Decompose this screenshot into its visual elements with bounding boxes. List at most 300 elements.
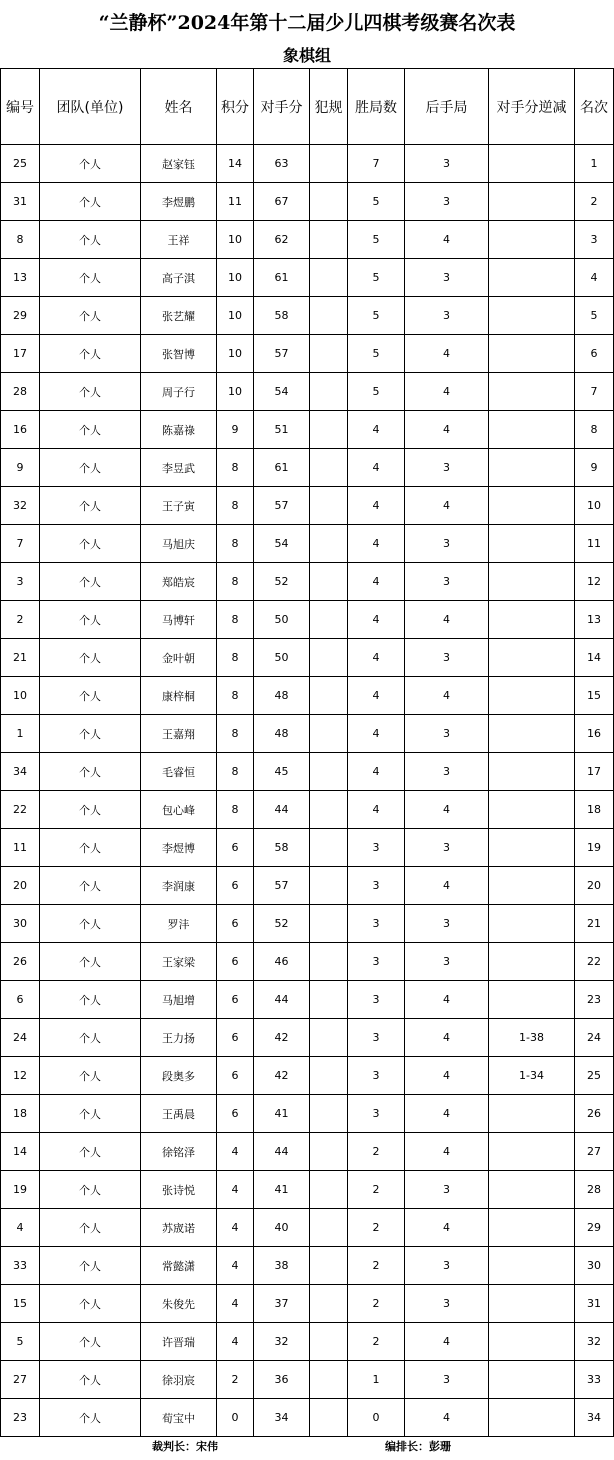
cell-col-opp-reverse xyxy=(489,145,575,183)
cell-col-rank: 1 xyxy=(575,145,614,183)
cell-col-opp-reverse xyxy=(489,1399,575,1437)
cell-col-second-hand: 4 xyxy=(405,981,489,1019)
cell-col-score: 4 xyxy=(217,1323,254,1361)
cell-col-id: 25 xyxy=(1,145,40,183)
page-subtitle: 象棋组 xyxy=(282,46,331,65)
table-row xyxy=(1,1209,614,1247)
cell-col-id: 24 xyxy=(1,1019,40,1057)
cell-col-id: 10 xyxy=(1,677,40,715)
cell-col-second-hand: 3 xyxy=(405,525,489,563)
cell-col-name: 张艺耀 xyxy=(141,297,217,335)
cell-col-foul xyxy=(310,449,348,487)
cell-col-score: 6 xyxy=(217,1095,254,1133)
cell-col-foul xyxy=(310,563,348,601)
cell-col-wins: 4 xyxy=(348,601,405,639)
cell-col-team: 个人 xyxy=(40,829,141,867)
cell-col-second-hand: 4 xyxy=(405,1095,489,1133)
cell-col-score: 14 xyxy=(217,145,254,183)
cell-col-opp-reverse xyxy=(489,411,575,449)
cell-col-foul xyxy=(310,943,348,981)
header-col-second-hand: 后手局 xyxy=(405,69,489,145)
cell-col-name: 荀宝中 xyxy=(141,1399,217,1437)
cell-col-id: 7 xyxy=(1,525,40,563)
cell-col-opp-score: 42 xyxy=(254,1019,310,1057)
cell-col-id: 28 xyxy=(1,373,40,411)
cell-col-opp-reverse xyxy=(489,259,575,297)
cell-col-id: 29 xyxy=(1,297,40,335)
cell-col-name: 周子行 xyxy=(141,373,217,411)
table-row xyxy=(1,601,614,639)
cell-col-second-hand: 4 xyxy=(405,1133,489,1171)
cell-col-foul xyxy=(310,981,348,1019)
cell-col-wins: 4 xyxy=(348,753,405,791)
cell-col-team: 个人 xyxy=(40,677,141,715)
cell-col-second-hand: 4 xyxy=(405,677,489,715)
cell-col-foul xyxy=(310,221,348,259)
cell-col-name: 包心峰 xyxy=(141,791,217,829)
cell-col-second-hand: 4 xyxy=(405,373,489,411)
cell-col-opp-score: 54 xyxy=(254,525,310,563)
cell-col-id: 23 xyxy=(1,1399,40,1437)
cell-col-foul xyxy=(310,1285,348,1323)
cell-col-team: 个人 xyxy=(40,221,141,259)
cell-col-rank: 25 xyxy=(575,1057,614,1095)
cell-col-foul xyxy=(310,1171,348,1209)
cell-col-rank: 24 xyxy=(575,1019,614,1057)
cell-col-second-hand: 3 xyxy=(405,1247,489,1285)
cell-col-second-hand: 3 xyxy=(405,943,489,981)
cell-col-name: 苏宬诺 xyxy=(141,1209,217,1247)
cell-col-wins: 4 xyxy=(348,487,405,525)
cell-col-score: 9 xyxy=(217,411,254,449)
cell-col-second-hand: 3 xyxy=(405,563,489,601)
cell-col-foul xyxy=(310,905,348,943)
cell-col-name: 赵家钰 xyxy=(141,145,217,183)
cell-col-id: 21 xyxy=(1,639,40,677)
cell-col-second-hand: 3 xyxy=(405,183,489,221)
cell-col-id: 22 xyxy=(1,791,40,829)
cell-col-wins: 3 xyxy=(348,867,405,905)
cell-col-opp-reverse xyxy=(489,1171,575,1209)
cell-col-second-hand: 3 xyxy=(405,1361,489,1399)
cell-col-opp-score: 61 xyxy=(254,259,310,297)
cell-col-opp-score: 58 xyxy=(254,297,310,335)
cell-col-opp-reverse: 1-38 xyxy=(489,1019,575,1057)
cell-col-wins: 3 xyxy=(348,829,405,867)
cell-col-rank: 19 xyxy=(575,829,614,867)
cell-col-opp-reverse xyxy=(489,981,575,1019)
cell-col-rank: 28 xyxy=(575,1171,614,1209)
cell-col-foul xyxy=(310,335,348,373)
table-row xyxy=(1,829,614,867)
cell-col-wins: 4 xyxy=(348,563,405,601)
cell-col-score: 8 xyxy=(217,677,254,715)
cell-col-id: 5 xyxy=(1,1323,40,1361)
cell-col-wins: 5 xyxy=(348,221,405,259)
cell-col-rank: 10 xyxy=(575,487,614,525)
cell-col-wins: 4 xyxy=(348,449,405,487)
cell-col-team: 个人 xyxy=(40,1247,141,1285)
cell-col-wins: 3 xyxy=(348,905,405,943)
cell-col-second-hand: 3 xyxy=(405,449,489,487)
cell-col-opp-reverse xyxy=(489,829,575,867)
cell-col-wins: 0 xyxy=(348,1399,405,1437)
cell-col-wins: 3 xyxy=(348,1057,405,1095)
cell-col-score: 0 xyxy=(217,1399,254,1437)
cell-col-rank: 11 xyxy=(575,525,614,563)
cell-col-rank: 30 xyxy=(575,1247,614,1285)
cell-col-team: 个人 xyxy=(40,297,141,335)
cell-col-id: 14 xyxy=(1,1133,40,1171)
cell-col-id: 17 xyxy=(1,335,40,373)
cell-col-name: 郑皓宸 xyxy=(141,563,217,601)
cell-col-team: 个人 xyxy=(40,411,141,449)
cell-col-id: 11 xyxy=(1,829,40,867)
cell-col-foul xyxy=(310,715,348,753)
cell-col-score: 4 xyxy=(217,1133,254,1171)
cell-col-opp-reverse xyxy=(489,601,575,639)
cell-col-opp-score: 41 xyxy=(254,1095,310,1133)
cell-col-rank: 22 xyxy=(575,943,614,981)
cell-col-id: 32 xyxy=(1,487,40,525)
cell-col-team: 个人 xyxy=(40,981,141,1019)
cell-col-opp-reverse xyxy=(489,1361,575,1399)
cell-col-team: 个人 xyxy=(40,1057,141,1095)
cell-col-opp-reverse xyxy=(489,715,575,753)
cell-col-name: 马旭庆 xyxy=(141,525,217,563)
cell-col-team: 个人 xyxy=(40,1323,141,1361)
cell-col-id: 31 xyxy=(1,183,40,221)
cell-col-score: 8 xyxy=(217,715,254,753)
cell-col-opp-score: 50 xyxy=(254,601,310,639)
table-row xyxy=(1,563,614,601)
cell-col-team: 个人 xyxy=(40,1019,141,1057)
cell-col-foul xyxy=(310,411,348,449)
cell-col-name: 王子寅 xyxy=(141,487,217,525)
cell-col-foul xyxy=(310,1323,348,1361)
cell-col-foul xyxy=(310,1057,348,1095)
cell-col-second-hand: 3 xyxy=(405,1285,489,1323)
table-row xyxy=(1,1361,614,1399)
cell-col-second-hand: 3 xyxy=(405,715,489,753)
cell-col-name: 王家梁 xyxy=(141,943,217,981)
cell-col-team: 个人 xyxy=(40,335,141,373)
cell-col-foul xyxy=(310,145,348,183)
cell-col-opp-reverse xyxy=(489,1323,575,1361)
header-col-id: 编号 xyxy=(1,69,40,145)
cell-col-foul xyxy=(310,525,348,563)
cell-col-second-hand: 4 xyxy=(405,335,489,373)
cell-col-id: 34 xyxy=(1,753,40,791)
cell-col-team: 个人 xyxy=(40,525,141,563)
cell-col-opp-reverse xyxy=(489,943,575,981)
cell-col-rank: 5 xyxy=(575,297,614,335)
cell-col-team: 个人 xyxy=(40,1133,141,1171)
cell-col-wins: 1 xyxy=(348,1361,405,1399)
table-row xyxy=(1,259,614,297)
cell-col-rank: 17 xyxy=(575,753,614,791)
cell-col-opp-reverse xyxy=(489,677,575,715)
cell-col-wins: 2 xyxy=(348,1247,405,1285)
cell-col-foul xyxy=(310,677,348,715)
cell-col-opp-reverse xyxy=(489,905,575,943)
cell-col-name: 李煜博 xyxy=(141,829,217,867)
cell-col-name: 徐铭泽 xyxy=(141,1133,217,1171)
cell-col-score: 6 xyxy=(217,943,254,981)
header-col-opp-reverse: 对手分逆减 xyxy=(489,69,575,145)
cell-col-name: 常懿潇 xyxy=(141,1247,217,1285)
cell-col-foul xyxy=(310,753,348,791)
cell-col-name: 康梓桐 xyxy=(141,677,217,715)
cell-col-opp-score: 44 xyxy=(254,1133,310,1171)
cell-col-opp-score: 51 xyxy=(254,411,310,449)
table-row xyxy=(1,449,614,487)
cell-col-foul xyxy=(310,1209,348,1247)
cell-col-rank: 15 xyxy=(575,677,614,715)
cell-col-rank: 29 xyxy=(575,1209,614,1247)
cell-col-name: 徐羽宸 xyxy=(141,1361,217,1399)
cell-col-team: 个人 xyxy=(40,449,141,487)
cell-col-team: 个人 xyxy=(40,1209,141,1247)
cell-col-name: 马旭增 xyxy=(141,981,217,1019)
cell-col-second-hand: 3 xyxy=(405,145,489,183)
cell-col-opp-score: 67 xyxy=(254,183,310,221)
cell-col-wins: 2 xyxy=(348,1209,405,1247)
cell-col-rank: 6 xyxy=(575,335,614,373)
cell-col-score: 8 xyxy=(217,791,254,829)
table-row xyxy=(1,1247,614,1285)
cell-col-wins: 2 xyxy=(348,1285,405,1323)
table-row xyxy=(1,1057,614,1095)
cell-col-score: 6 xyxy=(217,829,254,867)
cell-col-opp-score: 61 xyxy=(254,449,310,487)
cell-col-rank: 2 xyxy=(575,183,614,221)
cell-col-rank: 3 xyxy=(575,221,614,259)
cell-col-second-hand: 4 xyxy=(405,1057,489,1095)
table-header-row xyxy=(1,69,614,145)
cell-col-score: 8 xyxy=(217,601,254,639)
cell-col-id: 15 xyxy=(1,1285,40,1323)
table-row xyxy=(1,297,614,335)
cell-col-wins: 5 xyxy=(348,297,405,335)
cell-col-score: 6 xyxy=(217,981,254,1019)
cell-col-rank: 31 xyxy=(575,1285,614,1323)
page-title: “兰静杯”2024年第十二届少儿四棋考级赛名次表 xyxy=(98,12,516,34)
cell-col-opp-score: 37 xyxy=(254,1285,310,1323)
cell-col-wins: 5 xyxy=(348,183,405,221)
cell-col-opp-score: 63 xyxy=(254,145,310,183)
cell-col-id: 4 xyxy=(1,1209,40,1247)
cell-col-opp-reverse xyxy=(489,563,575,601)
header-col-wins: 胜局数 xyxy=(348,69,405,145)
table-row xyxy=(1,1095,614,1133)
cell-col-wins: 3 xyxy=(348,943,405,981)
cell-col-name: 王力扬 xyxy=(141,1019,217,1057)
cell-col-opp-reverse xyxy=(489,1209,575,1247)
cell-col-team: 个人 xyxy=(40,943,141,981)
cell-col-rank: 23 xyxy=(575,981,614,1019)
cell-col-id: 12 xyxy=(1,1057,40,1095)
cell-col-id: 8 xyxy=(1,221,40,259)
header-col-team: 团队(单位) xyxy=(40,69,141,145)
table-row xyxy=(1,943,614,981)
cell-col-score: 8 xyxy=(217,563,254,601)
cell-col-team: 个人 xyxy=(40,183,141,221)
table-row xyxy=(1,487,614,525)
cell-col-id: 16 xyxy=(1,411,40,449)
cell-col-rank: 18 xyxy=(575,791,614,829)
table-row xyxy=(1,1133,614,1171)
cell-col-id: 1 xyxy=(1,715,40,753)
cell-col-score: 4 xyxy=(217,1171,254,1209)
cell-col-opp-score: 58 xyxy=(254,829,310,867)
cell-col-id: 19 xyxy=(1,1171,40,1209)
cell-col-second-hand: 3 xyxy=(405,829,489,867)
cell-col-rank: 21 xyxy=(575,905,614,943)
cell-col-score: 10 xyxy=(217,335,254,373)
cell-col-opp-reverse xyxy=(489,487,575,525)
cell-col-opp-reverse xyxy=(489,1247,575,1285)
cell-col-foul xyxy=(310,373,348,411)
cell-col-second-hand: 4 xyxy=(405,1209,489,1247)
cell-col-wins: 2 xyxy=(348,1171,405,1209)
cell-col-wins: 7 xyxy=(348,145,405,183)
cell-col-opp-reverse xyxy=(489,791,575,829)
cell-col-opp-score: 52 xyxy=(254,563,310,601)
cell-col-name: 罗沣 xyxy=(141,905,217,943)
cell-col-foul xyxy=(310,639,348,677)
table-row xyxy=(1,221,614,259)
cell-col-second-hand: 4 xyxy=(405,221,489,259)
cell-col-team: 个人 xyxy=(40,373,141,411)
cell-col-foul xyxy=(310,1133,348,1171)
cell-col-second-hand: 3 xyxy=(405,297,489,335)
table-row xyxy=(1,1399,614,1437)
cell-col-id: 18 xyxy=(1,1095,40,1133)
cell-col-second-hand: 4 xyxy=(405,1019,489,1057)
cell-col-rank: 4 xyxy=(575,259,614,297)
cell-col-wins: 5 xyxy=(348,259,405,297)
cell-col-team: 个人 xyxy=(40,715,141,753)
cell-col-wins: 3 xyxy=(348,981,405,1019)
cell-col-rank: 33 xyxy=(575,1361,614,1399)
cell-col-id: 30 xyxy=(1,905,40,943)
cell-col-opp-score: 36 xyxy=(254,1361,310,1399)
table-body xyxy=(1,145,614,1437)
cell-col-opp-reverse xyxy=(489,221,575,259)
cell-col-score: 6 xyxy=(217,905,254,943)
cell-col-name: 张诗悦 xyxy=(141,1171,217,1209)
cell-col-opp-reverse: 1-34 xyxy=(489,1057,575,1095)
cell-col-rank: 13 xyxy=(575,601,614,639)
table-row xyxy=(1,1171,614,1209)
cell-col-team: 个人 xyxy=(40,145,141,183)
cell-col-wins: 4 xyxy=(348,411,405,449)
cell-col-score: 4 xyxy=(217,1285,254,1323)
table-row xyxy=(1,753,614,791)
cell-col-score: 8 xyxy=(217,449,254,487)
table-row xyxy=(1,373,614,411)
cell-col-name: 段奥多 xyxy=(141,1057,217,1095)
cell-col-wins: 4 xyxy=(348,677,405,715)
cell-col-second-hand: 3 xyxy=(405,259,489,297)
cell-col-score: 4 xyxy=(217,1209,254,1247)
cell-col-wins: 4 xyxy=(348,525,405,563)
cell-col-opp-score: 62 xyxy=(254,221,310,259)
cell-col-second-hand: 3 xyxy=(405,905,489,943)
table-row xyxy=(1,715,614,753)
cell-col-team: 个人 xyxy=(40,867,141,905)
cell-col-wins: 4 xyxy=(348,791,405,829)
cell-col-opp-score: 44 xyxy=(254,791,310,829)
cell-col-foul xyxy=(310,829,348,867)
cell-col-second-hand: 4 xyxy=(405,1399,489,1437)
cell-col-score: 10 xyxy=(217,373,254,411)
cell-col-score: 8 xyxy=(217,525,254,563)
cell-col-wins: 3 xyxy=(348,1019,405,1057)
cell-col-wins: 3 xyxy=(348,1095,405,1133)
header-col-foul: 犯规 xyxy=(310,69,348,145)
cell-col-wins: 2 xyxy=(348,1323,405,1361)
cell-col-opp-reverse xyxy=(489,867,575,905)
cell-col-wins: 4 xyxy=(348,639,405,677)
cell-col-second-hand: 4 xyxy=(405,867,489,905)
header-col-score: 积分 xyxy=(217,69,254,145)
cell-col-opp-reverse xyxy=(489,525,575,563)
cell-col-foul xyxy=(310,297,348,335)
cell-col-team: 个人 xyxy=(40,753,141,791)
arranger-label: 编排长：彭珊 xyxy=(385,1440,451,1453)
cell-col-foul xyxy=(310,867,348,905)
cell-col-second-hand: 4 xyxy=(405,411,489,449)
cell-col-rank: 16 xyxy=(575,715,614,753)
cell-col-rank: 27 xyxy=(575,1133,614,1171)
cell-col-score: 6 xyxy=(217,1019,254,1057)
cell-col-opp-reverse xyxy=(489,183,575,221)
cell-col-foul xyxy=(310,1019,348,1057)
table-row xyxy=(1,677,614,715)
cell-col-wins: 5 xyxy=(348,335,405,373)
cell-col-team: 个人 xyxy=(40,1095,141,1133)
header-col-opp-score: 对手分 xyxy=(254,69,310,145)
cell-col-team: 个人 xyxy=(40,563,141,601)
cell-col-foul xyxy=(310,1095,348,1133)
header-col-name: 姓名 xyxy=(141,69,217,145)
cell-col-wins: 5 xyxy=(348,373,405,411)
table-row xyxy=(1,867,614,905)
table-row xyxy=(1,1019,614,1057)
cell-col-opp-score: 32 xyxy=(254,1323,310,1361)
cell-col-name: 毛睿恒 xyxy=(141,753,217,791)
table-row xyxy=(1,335,614,373)
cell-col-wins: 2 xyxy=(348,1133,405,1171)
cell-col-opp-score: 41 xyxy=(254,1171,310,1209)
cell-col-score: 8 xyxy=(217,639,254,677)
cell-col-id: 6 xyxy=(1,981,40,1019)
cell-col-opp-score: 52 xyxy=(254,905,310,943)
cell-col-team: 个人 xyxy=(40,791,141,829)
cell-col-second-hand: 4 xyxy=(405,791,489,829)
cell-col-rank: 9 xyxy=(575,449,614,487)
cell-col-team: 个人 xyxy=(40,1399,141,1437)
cell-col-name: 陈嘉祿 xyxy=(141,411,217,449)
table-row xyxy=(1,905,614,943)
cell-col-rank: 7 xyxy=(575,373,614,411)
cell-col-opp-reverse xyxy=(489,1133,575,1171)
cell-col-opp-score: 57 xyxy=(254,487,310,525)
cell-col-team: 个人 xyxy=(40,601,141,639)
table-row xyxy=(1,525,614,563)
